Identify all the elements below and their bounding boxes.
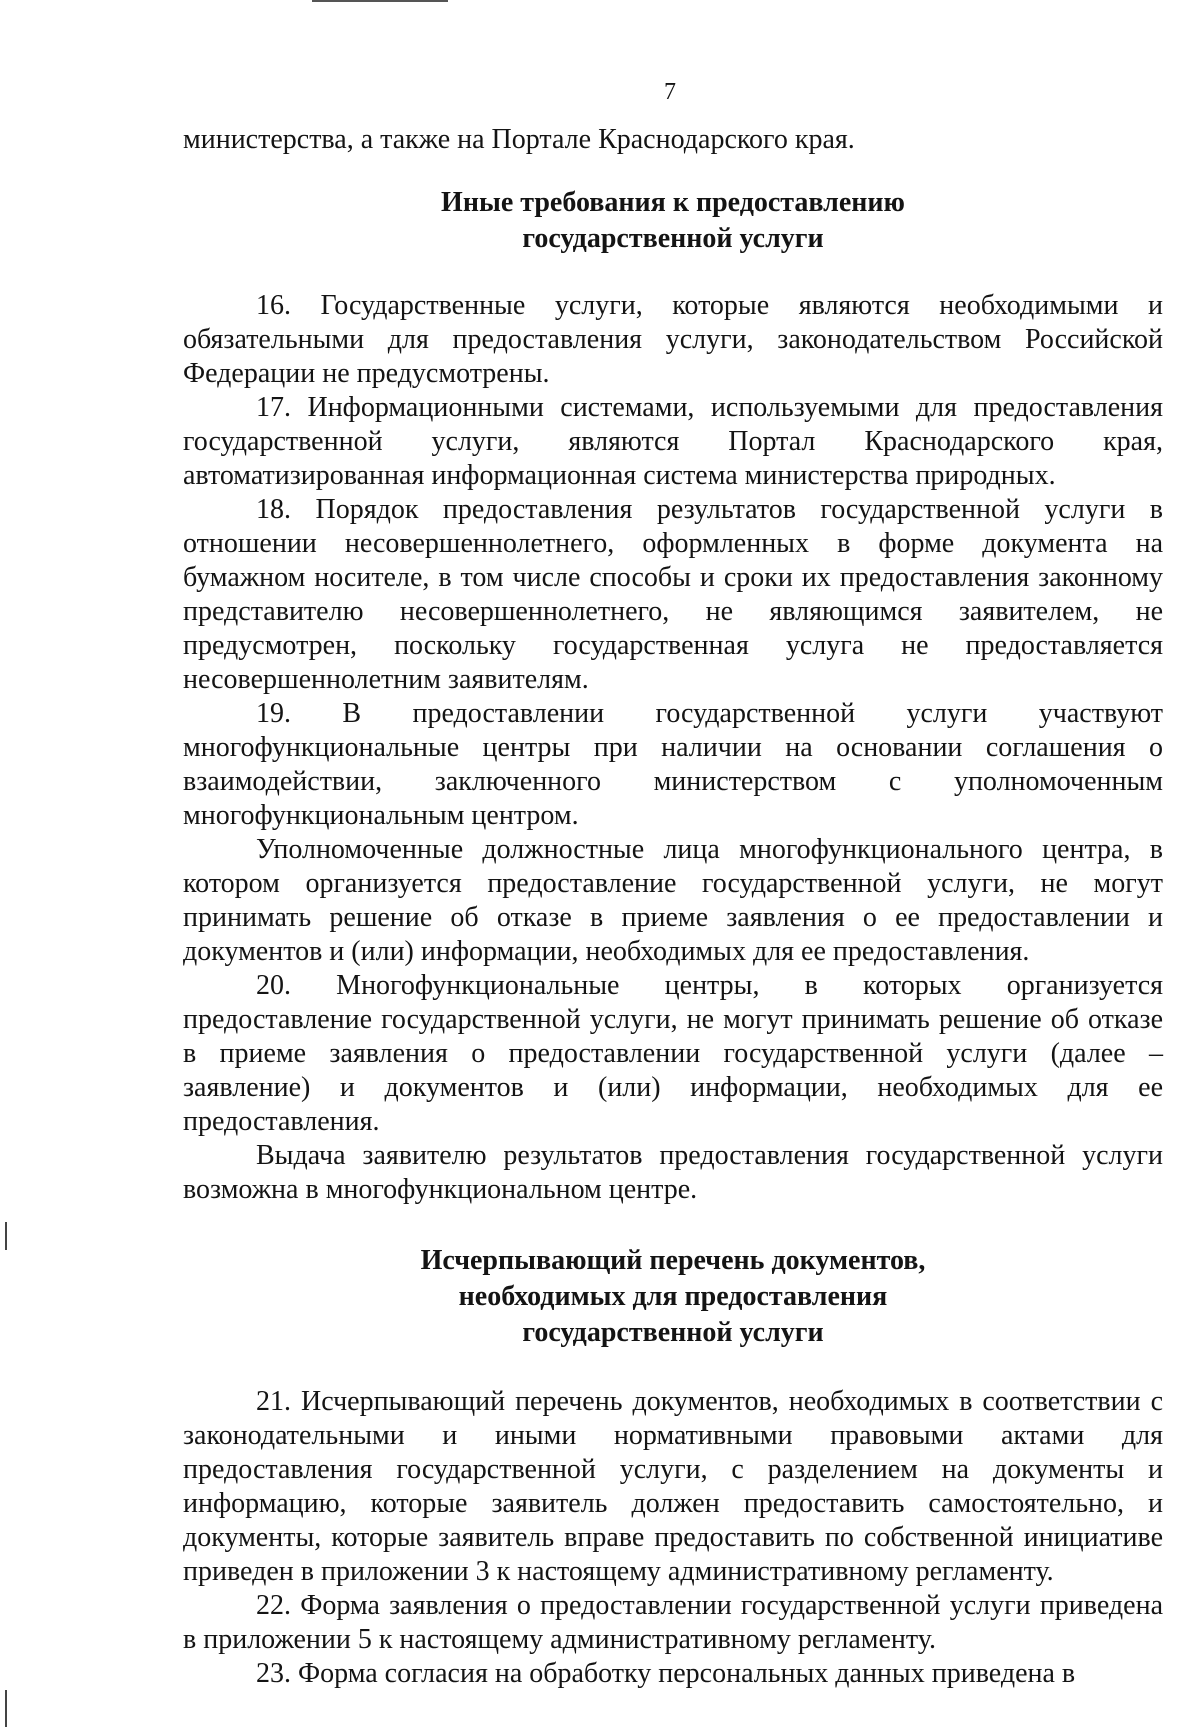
heading-line: государственной услуги	[522, 223, 824, 254]
paragraph-20: 20. Многофункциональные центры, в которых организуется предоставление государственной услуги, не могут принимать решение об отказе в приеме заявления о предоставлении государственной услуги (далее – заявление) и документов и (или) информации, необходимых для ее предоставления.	[183, 970, 1163, 1137]
paragraph-17: 17. Информационными системами, используемыми для предоставления государственной услуги, являются Портал Краснодарского края, автоматизированная информационная система министерства природных.	[183, 392, 1163, 491]
section-heading	[183, 185, 1163, 257]
paragraph: министерства, а также на Портале Краснодарского края.	[183, 124, 855, 155]
top-rule	[312, 0, 448, 2]
paragraph: Выдача заявителю результатов предоставления государственной услуги возможна в многофункциональном центре.	[183, 1140, 1163, 1205]
paragraph-22: 22. Форма заявления о предоставлении государственной услуги приведена в приложении 5 к настоящему административному регламенту.	[183, 1590, 1163, 1655]
document-body	[183, 123, 1163, 1691]
paragraph-18: 18. Порядок предоставления результатов государственной услуги в отношении несовершеннолетнего, оформленных в форме документа на бумажном носителе, в том числе способы и сроки их предоставления законному представителю несовершеннолетнего, не являющимся заявителем, не предусмотрен, поскольку государственная услуга не предоставляется несовершеннолетним заявителям.	[183, 494, 1163, 695]
paragraph-21: 21. Исчерпывающий перечень документов, необходимых в соответствии с законодательными и иными нормативными правовыми актами для предоставления государственной услуги, с разделением на документы и информацию, которые заявитель должен предоставить самостоятельно, и документы, которые заявитель вправе предоставить по собственной инициативе приведен в приложении 3 к настоящему административному регламенту.	[183, 1386, 1163, 1587]
paragraph-19: 19. В предоставлении государственной услуги участвуют многофункциональные центры при наличии на основании соглашения о взаимодействии, заключенного министерством с уполномоченным многофункциональным центром.	[183, 698, 1163, 831]
paragraph-23: 23. Форма согласия на обработку персональных данных приведена в	[256, 1658, 1076, 1689]
heading-line: государственной услуги	[522, 1317, 824, 1348]
section-heading	[183, 1243, 1163, 1351]
heading-line: Иные требования к предоставлению	[441, 187, 905, 218]
margin-mark	[5, 1222, 7, 1250]
heading-line: необходимых для предоставления	[458, 1281, 888, 1312]
heading-line: Исчерпывающий перечень документов,	[420, 1245, 926, 1276]
page-number: 7	[664, 79, 676, 105]
paragraph: Уполномоченные должностные лица многофункционального центра, в котором организуется предоставление государственной услуги, не могут принимать решение об отказе в приеме заявления о ее предоставлении и документов и (или) информации, необходимых для ее предоставления.	[183, 834, 1163, 967]
margin-mark	[5, 1690, 7, 1727]
paragraph-16: 16. Государственные услуги, которые являются необходимыми и обязательными для предоставления услуги, законодательством Российской Федерации не предусмотрены.	[183, 290, 1163, 389]
